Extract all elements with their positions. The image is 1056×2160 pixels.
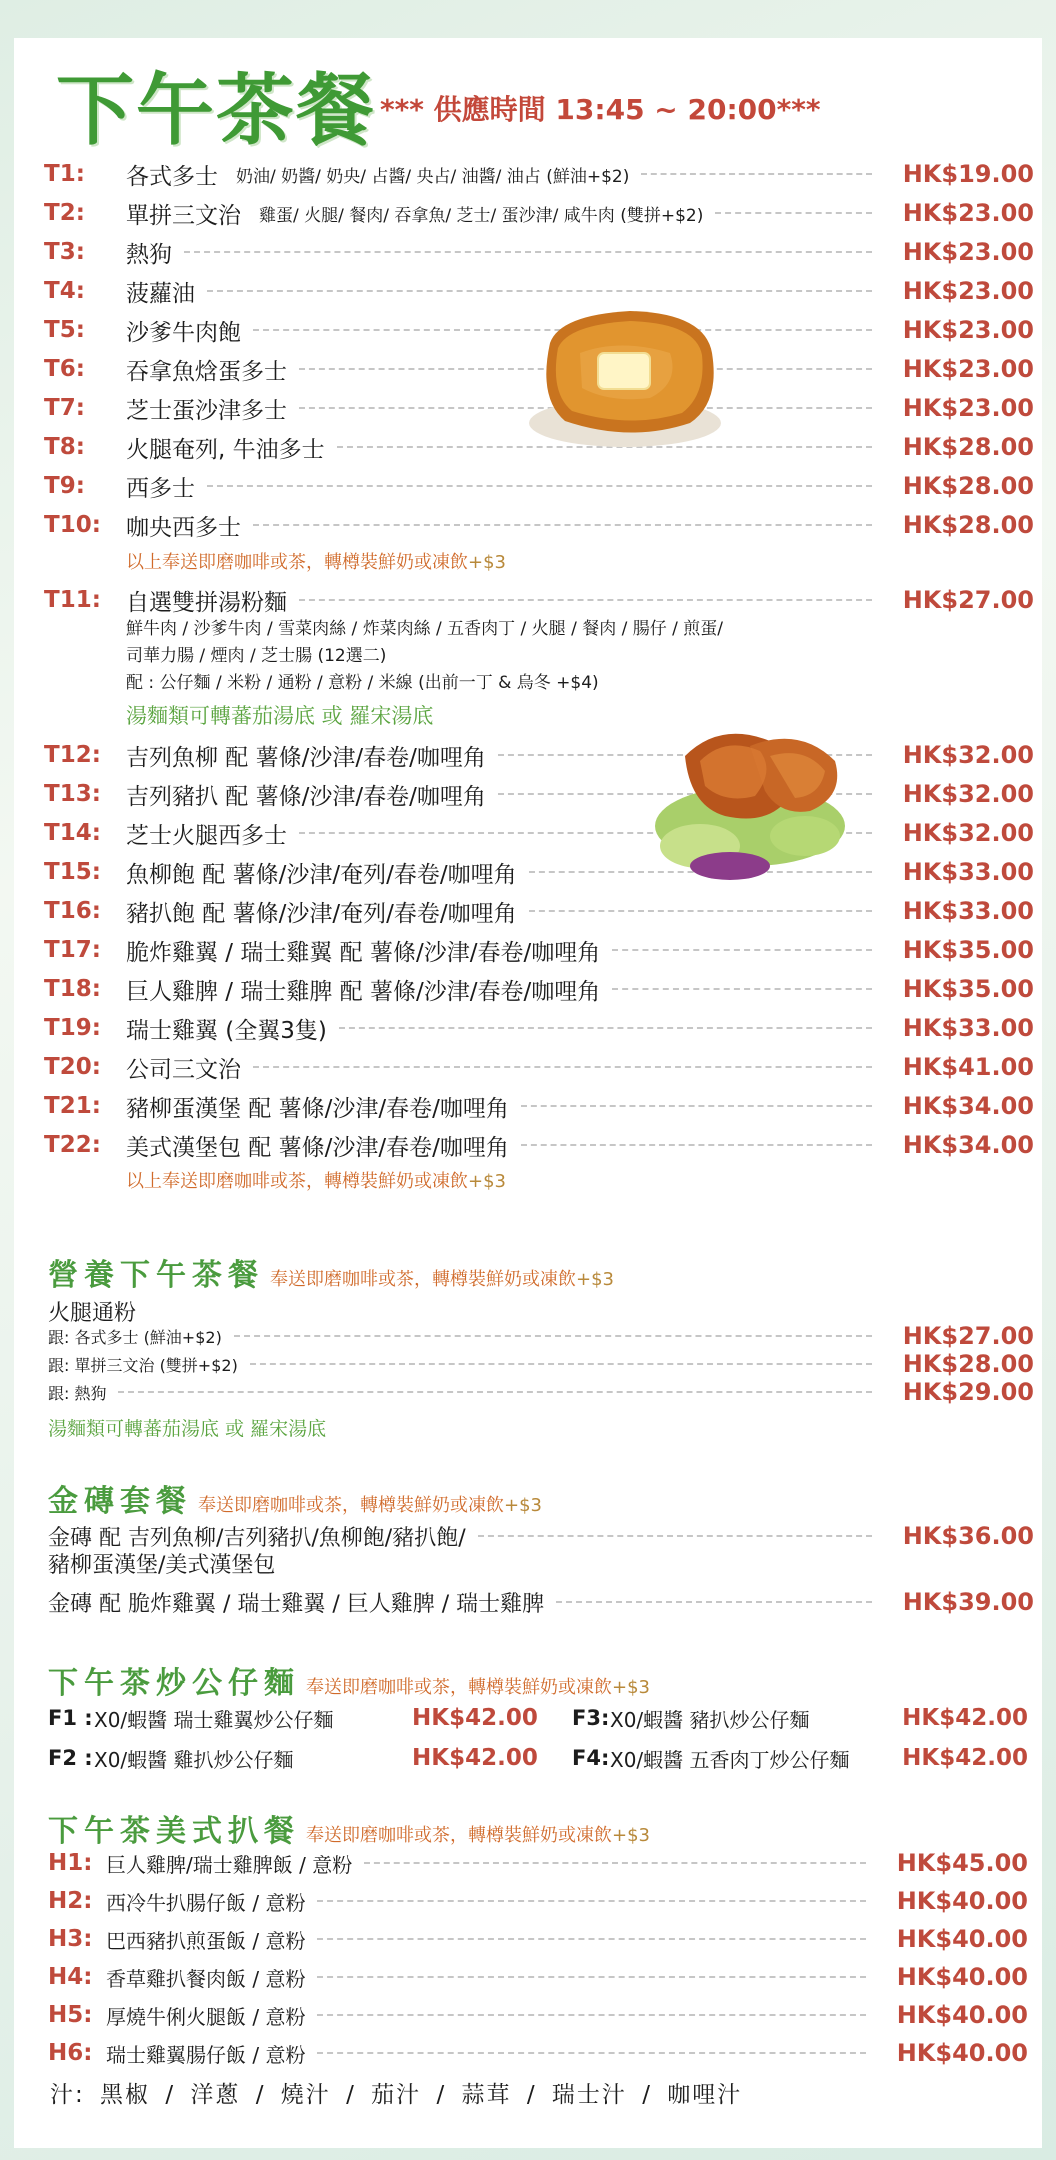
item-name: 魚柳飽 配 薯條/沙津/奄列/春卷/咖哩角: [126, 861, 517, 888]
serving-hours: *** 供應時間 13:45 ~ 20:00***: [380, 93, 821, 126]
leader-line: [317, 2052, 866, 2054]
item-name: 西多士: [126, 475, 195, 502]
leader-line: [207, 290, 872, 292]
item-name: 西冷牛扒腸仔飯 / 意粉: [106, 1890, 306, 1915]
item-price: HK$41.00: [902, 1053, 1034, 1081]
drink-note-text: 以上奉送即磨咖啡或茶，轉樽裝鮮奶或凍飲: [126, 1171, 468, 1192]
leader-line: [118, 1391, 872, 1393]
leader-line: [521, 1105, 872, 1107]
menu-item-t18: [44, 971, 1034, 1007]
item-code: F3:: [572, 1706, 610, 1730]
section-note: [270, 1265, 614, 1291]
leader-line: [234, 1335, 872, 1337]
sauce-options: 汁: 黑椒 / 洋蔥 / 燒汁 / 茄汁 / 蒜茸 / 瑞士汁 / 咖哩汁: [50, 2082, 743, 2108]
item-code: F2 :: [48, 1746, 93, 1770]
section-noodle-header: [48, 1658, 650, 1702]
american-item-h3: [48, 1921, 1028, 1957]
item-name: 瑞士雞翼腸仔飯 / 意粉: [106, 2042, 306, 2067]
section-american-header: [48, 1806, 650, 1850]
item-name: 吞拿魚焓蛋多士: [126, 358, 287, 385]
item-name: 跟: 各式多士 (鮮油+$2): [48, 1327, 222, 1347]
leader-line: [317, 1976, 866, 1978]
item-name: 美式漢堡包 配 薯條/沙津/春卷/咖哩角: [126, 1134, 509, 1161]
american-item-h5: [48, 1997, 1028, 2033]
item-price: HK$42.00: [902, 1705, 1028, 1731]
item-price: HK$32.00: [902, 819, 1034, 847]
leader-line: [612, 949, 872, 951]
section-note: [306, 1673, 650, 1699]
menu-item-t15: [44, 854, 1034, 890]
item-code: T9:: [44, 473, 85, 499]
noodle-row-1: [48, 1700, 1038, 1736]
menu-item-t1: [44, 156, 1034, 192]
leader-line: [529, 910, 872, 912]
section-note-text: 奉送即磨咖啡或茶，轉樽裝鮮奶或凍飲: [306, 1825, 612, 1846]
item-price: HK$33.00: [902, 858, 1034, 886]
item-name: X0/蝦醬 五香肉丁炒公仔麵: [610, 1747, 850, 1772]
item-price: HK$23.00: [902, 355, 1034, 383]
item-price: HK$42.00: [412, 1705, 538, 1731]
leader-line: [521, 1144, 872, 1146]
menu-item-t22: [44, 1127, 1034, 1163]
item-price: HK$19.00: [902, 160, 1034, 188]
item-price: HK$32.00: [902, 780, 1034, 808]
item-code: T7:: [44, 395, 85, 421]
gold-set-1-line2: 豬柳蛋漢堡/美式漢堡包: [48, 1553, 276, 1578]
menu-item-t17: [44, 932, 1034, 968]
item-price: HK$35.00: [902, 936, 1034, 964]
item-price: HK$33.00: [902, 1014, 1034, 1042]
item-price: HK$39.00: [902, 1588, 1034, 1616]
item-code: T5:: [44, 317, 85, 343]
item-price: HK$28.00: [902, 433, 1034, 461]
item-name: 跟: 熱狗: [48, 1383, 107, 1403]
item-code: T17:: [44, 937, 101, 963]
menu-item-t20: [44, 1049, 1034, 1085]
item-name: 香草雞扒餐肉飯 / 意粉: [106, 1966, 306, 1991]
item-code: T12:: [44, 742, 101, 768]
leader-line: [556, 1601, 872, 1603]
item-code: T19:: [44, 1015, 101, 1041]
item-price: HK$45.00: [896, 1849, 1028, 1877]
leader-line: [184, 251, 872, 253]
leader-line: [250, 1363, 872, 1365]
item-code: H4:: [48, 1964, 93, 1990]
section-title: 營養下午茶餐: [48, 1258, 264, 1293]
american-item-h6: [48, 2035, 1028, 2071]
t11-soup-note: 湯麵類可轉蕃茄湯底 或 羅宋湯底: [126, 704, 434, 728]
item-price: HK$29.00: [902, 1378, 1034, 1406]
nutrition-soup-note: 湯麵類可轉蕃茄湯底 或 羅宋湯底: [48, 1418, 327, 1440]
menu-item-t19: [44, 1010, 1034, 1046]
t11-toppings-line1: 鮮牛肉 / 沙爹牛肉 / 雪菜肉絲 / 炸菜肉絲 / 五香肉丁 / 火腿 / 餐肉 / 腸仔 / 煎蛋/: [126, 619, 724, 639]
item-price: HK$23.00: [902, 199, 1034, 227]
item-price: HK$40.00: [896, 1887, 1028, 1915]
item-name: 火腿奄列, 牛油多士: [126, 436, 325, 463]
drink-note-text: 以上奉送即磨咖啡或茶，轉樽裝鮮奶或凍飲: [126, 552, 468, 573]
drink-note: [126, 548, 506, 574]
item-name: 沙爹牛肉飽: [126, 319, 241, 346]
item-code: H5:: [48, 2002, 93, 2028]
item-code: T4:: [44, 278, 85, 304]
item-name: 巴西豬扒煎蛋飯 / 意粉: [106, 1928, 306, 1953]
item-code: T18:: [44, 976, 101, 1002]
item-name: X0/蝦醬 瑞士雞翼炒公仔麵: [94, 1707, 334, 1732]
item-name: 巨人雞脾 / 瑞士雞脾 配 薯條/沙津/春卷/咖哩角: [126, 978, 601, 1005]
section-title: 金磚套餐: [48, 1484, 192, 1519]
item-code: T21:: [44, 1093, 101, 1119]
menu-item-t14: [44, 815, 1034, 851]
item-code: T3:: [44, 239, 85, 265]
section-note-extra: +$3: [612, 1825, 650, 1846]
section-note-extra: +$3: [576, 1269, 614, 1290]
leader-line: [641, 173, 872, 175]
section-nutrition-header: [48, 1250, 614, 1294]
french-toast-image: [520, 303, 730, 453]
item-price: HK$32.00: [902, 741, 1034, 769]
menu-item-t2: [44, 195, 1034, 231]
item-options: 奶油/ 奶醬/ 奶央/ 占醬/ 央占/ 油醬/ 油占 (鮮油+$2): [236, 166, 630, 187]
menu-item-t13: [44, 776, 1034, 812]
item-name: 跟: 單拼三文治 (雙拼+$2): [48, 1355, 238, 1375]
menu-item-t16: [44, 893, 1034, 929]
item-price: HK$42.00: [412, 1745, 538, 1771]
item-name: 菠蘿油: [126, 280, 195, 307]
item-name: 瑞士雞翼 (全翼3隻): [126, 1017, 327, 1044]
item-price: HK$23.00: [902, 238, 1034, 266]
item-code: H3:: [48, 1926, 93, 1952]
leader-line: [299, 599, 872, 601]
drink-note-extra: +$3: [468, 552, 506, 573]
section-note-extra: +$3: [504, 1495, 542, 1516]
item-code: F4:: [572, 1746, 610, 1770]
item-name: 單拼三文治: [126, 202, 241, 229]
item-price: HK$40.00: [896, 2001, 1028, 2029]
item-price: HK$40.00: [896, 1925, 1028, 1953]
item-name: 厚燒牛俐火腿飯 / 意粉: [106, 2004, 306, 2029]
t11-noodle-choice: 配 : 公仔麵 / 米粉 / 通粉 / 意粉 / 米線 (出前一丁 & 烏冬 +$4): [126, 673, 599, 693]
menu-item-t21: [44, 1088, 1034, 1124]
item-price: HK$42.00: [902, 1745, 1028, 1771]
menu-item-t10: [44, 507, 1034, 543]
leader-line: [317, 2014, 866, 2016]
item-price: HK$23.00: [902, 394, 1034, 422]
item-name: 豬柳蛋漢堡 配 薯條/沙津/春卷/咖哩角: [126, 1095, 509, 1122]
item-name: X0/蝦醬 豬扒炒公仔麵: [610, 1707, 810, 1732]
leader-line: [478, 1535, 872, 1537]
item-name: 吉列魚柳 配 薯條/沙津/春卷/咖哩角: [126, 744, 486, 771]
item-code: H2:: [48, 1888, 93, 1914]
item-name: 金磚 配 吉列魚柳/吉列豬扒/魚柳飽/豬扒飽/: [48, 1525, 466, 1551]
item-code: T6:: [44, 356, 85, 382]
item-code: T11:: [44, 587, 101, 613]
section-note: [198, 1491, 542, 1517]
section-note-extra: +$3: [612, 1677, 650, 1698]
item-name: 脆炸雞翼 / 瑞士雞翼 配 薯條/沙津/春卷/咖哩角: [126, 939, 601, 966]
drink-note-extra: +$3: [468, 1171, 506, 1192]
item-name: 自選雙拼湯粉麵: [126, 589, 287, 616]
section-title: 下午茶炒公仔麵: [48, 1666, 300, 1701]
item-name: 金磚 配 脆炸雞翼 / 瑞士雞翼 / 巨人雞脾 / 瑞士雞脾: [48, 1591, 545, 1617]
item-code: H1:: [48, 1850, 93, 1876]
gold-set-2: [48, 1584, 1034, 1620]
item-name: 咖央西多士: [126, 514, 241, 541]
item-price: HK$28.00: [902, 511, 1034, 539]
item-price: HK$40.00: [896, 2039, 1028, 2067]
leader-line: [207, 485, 872, 487]
leader-line: [317, 1900, 866, 1902]
menu-item-t12: [44, 737, 1034, 773]
nutrition-item-1: [48, 1322, 1034, 1350]
section-title: 下午茶美式扒餐: [48, 1814, 300, 1849]
leader-line: [715, 212, 872, 214]
item-price: HK$35.00: [902, 975, 1034, 1003]
item-price: HK$27.00: [902, 1322, 1034, 1350]
american-item-h2: [48, 1883, 1028, 1919]
item-price: HK$34.00: [902, 1092, 1034, 1120]
item-price: HK$33.00: [902, 897, 1034, 925]
item-price: HK$27.00: [902, 586, 1034, 614]
section-note-text: 奉送即磨咖啡或茶，轉樽裝鮮奶或凍飲: [198, 1495, 504, 1516]
menu-item-t11: [44, 582, 1034, 618]
leader-line: [364, 1862, 866, 1864]
leader-line: [317, 1938, 866, 1940]
menu-item-t3: [44, 234, 1034, 270]
item-name: 豬扒飽 配 薯條/沙津/奄列/春卷/咖哩角: [126, 900, 517, 927]
item-price: HK$28.00: [902, 472, 1034, 500]
item-price: HK$34.00: [902, 1131, 1034, 1159]
item-code: T2:: [44, 200, 85, 226]
nutrition-item-3: [48, 1378, 1034, 1406]
section-note: [306, 1821, 650, 1847]
menu-item-t9: [44, 468, 1034, 504]
item-price: HK$23.00: [902, 277, 1034, 305]
t11-toppings-line2: 司華力腸 / 煙肉 / 芝士腸 (12選二): [126, 646, 387, 666]
section-note-text: 奉送即磨咖啡或茶，轉樽裝鮮奶或凍飲: [270, 1269, 576, 1290]
item-name: 巨人雞脾/瑞士雞脾飯 / 意粉: [106, 1852, 353, 1877]
noodle-row-2: [48, 1740, 1038, 1776]
item-code: H6:: [48, 2040, 93, 2066]
item-code: F1 :: [48, 1706, 93, 1730]
item-name: 熱狗: [126, 241, 172, 268]
item-code: T22:: [44, 1132, 101, 1158]
item-price: HK$40.00: [896, 1963, 1028, 1991]
item-code: T20:: [44, 1054, 101, 1080]
item-options: 雞蛋/ 火腿/ 餐肉/ 吞拿魚/ 芝士/ 蛋沙津/ 咸牛肉 (雙拼+$2): [259, 205, 704, 226]
item-code: T13:: [44, 781, 101, 807]
leader-line: [253, 1066, 872, 1068]
nutrition-base-item: 火腿通粉: [48, 1301, 137, 1326]
chicken-wing-image: [630, 716, 860, 891]
item-price: HK$28.00: [902, 1350, 1034, 1378]
item-name: X0/蝦醬 雞扒炒公仔麵: [94, 1747, 294, 1772]
item-price: HK$36.00: [902, 1522, 1034, 1550]
leader-line: [612, 988, 872, 990]
item-code: T10:: [44, 512, 101, 538]
american-item-h4: [48, 1959, 1028, 1995]
item-name: 芝士火腿西多士: [126, 822, 287, 849]
item-code: T14:: [44, 820, 101, 846]
item-name: 公司三文治: [126, 1056, 241, 1083]
item-code: T1:: [44, 161, 85, 187]
nutrition-item-2: [48, 1350, 1034, 1378]
american-item-h1: [48, 1845, 1028, 1881]
drink-note-2: [126, 1167, 506, 1193]
leader-line: [253, 524, 872, 526]
leader-line: [339, 1027, 872, 1029]
item-price: HK$23.00: [902, 316, 1034, 344]
item-name: 各式多士: [126, 163, 218, 190]
menu-title: 下午茶餐: [56, 65, 377, 156]
item-code: T16:: [44, 898, 101, 924]
section-gold-header: [48, 1476, 542, 1520]
item-code: T8:: [44, 434, 85, 460]
item-name: 吉列豬扒 配 薯條/沙津/春卷/咖哩角: [126, 783, 486, 810]
section-note-text: 奉送即磨咖啡或茶，轉樽裝鮮奶或凍飲: [306, 1677, 612, 1698]
item-code: T15:: [44, 859, 101, 885]
item-name: 芝士蛋沙津多士: [126, 397, 287, 424]
